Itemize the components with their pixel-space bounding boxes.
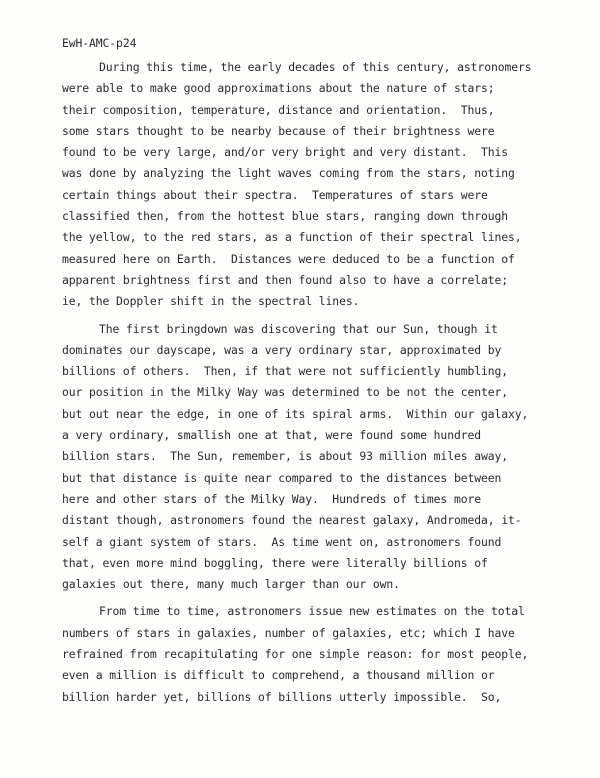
text-line: certain things about their spectra. Temperatures of stars were xyxy=(62,187,488,202)
text-line: found to be very large, and/or very bright and very distant. This xyxy=(62,145,509,160)
paragraph-3 xyxy=(62,601,582,707)
text-line: During this time, the early decades of this century, astronomers xyxy=(99,60,532,74)
text-line: was done by analyzing the light waves coming from the stars, noting xyxy=(62,166,515,181)
text-line: billion harder yet, billions of billions utterly impossible. So, xyxy=(62,689,502,704)
text-line: here and other stars of the Milky Way. Hundreds of times more xyxy=(62,491,481,506)
paragraph-1 xyxy=(62,57,582,313)
text-line: ie, the Doppler shift in the spectral lines. xyxy=(62,294,360,309)
text-line: that, even more mind boggling, there were literally billions of xyxy=(62,555,488,570)
text-line: billions of others. Then, if that were not sufficiently humbling, xyxy=(62,364,509,379)
text-line: billion stars. The Sun, remember, is about 93 million miles away, xyxy=(62,449,509,464)
text-line: the yellow, to the red stars, as a function of their spectral lines, xyxy=(62,230,522,245)
text-line: but that distance is quite near compared to the distances between xyxy=(62,470,502,485)
text-line: From time to time, astronomers issue new estimates on the total xyxy=(99,604,525,619)
text-line: even a million is difficult to comprehend, a thousand million or xyxy=(62,668,495,683)
text-line: self a giant system of stars. As time went on, astronomers found xyxy=(62,534,502,549)
text-line: classified then, from the hottest blue stars, ranging down through xyxy=(62,209,509,224)
text-line: our position in the Milky Way was determined to be not the center, xyxy=(62,385,509,400)
page-header: EwH-AMC-p24 xyxy=(62,36,137,50)
text-line: numbers of stars in galaxies, number of galaxies, etc; which I have xyxy=(62,625,515,640)
paragraph-2 xyxy=(62,319,582,596)
text-line: refrained from recapitulating for one simple reason: for most people, xyxy=(62,647,529,662)
text-line: galaxies out there, many much larger than our own. xyxy=(62,577,400,592)
text-line: some stars thought to be nearby because of their brightness were xyxy=(62,123,495,138)
text-line: but out near the edge, in one of its spiral arms. Within our galaxy, xyxy=(62,406,529,421)
document-body xyxy=(62,57,582,714)
text-line: were able to make good approximations about the nature of stars; xyxy=(62,81,495,96)
text-line: The first bringdown was discovering that our Sun, though it xyxy=(99,321,498,336)
text-line: their composition, temperature, distance and orientation. Thus, xyxy=(62,102,495,117)
text-line: dominates our dayscape, was a very ordinary star, approximated by xyxy=(62,342,502,357)
text-line: apparent brightness first and then found also to have a correlate; xyxy=(62,272,509,287)
text-line: measured here on Earth. Distances were deduced to be a function of xyxy=(62,251,515,266)
text-line: a very ordinary, smallish one at that, were found some hundred xyxy=(62,428,481,443)
text-line: distant though, astronomers found the nearest galaxy, Andromeda, it- xyxy=(62,513,522,528)
